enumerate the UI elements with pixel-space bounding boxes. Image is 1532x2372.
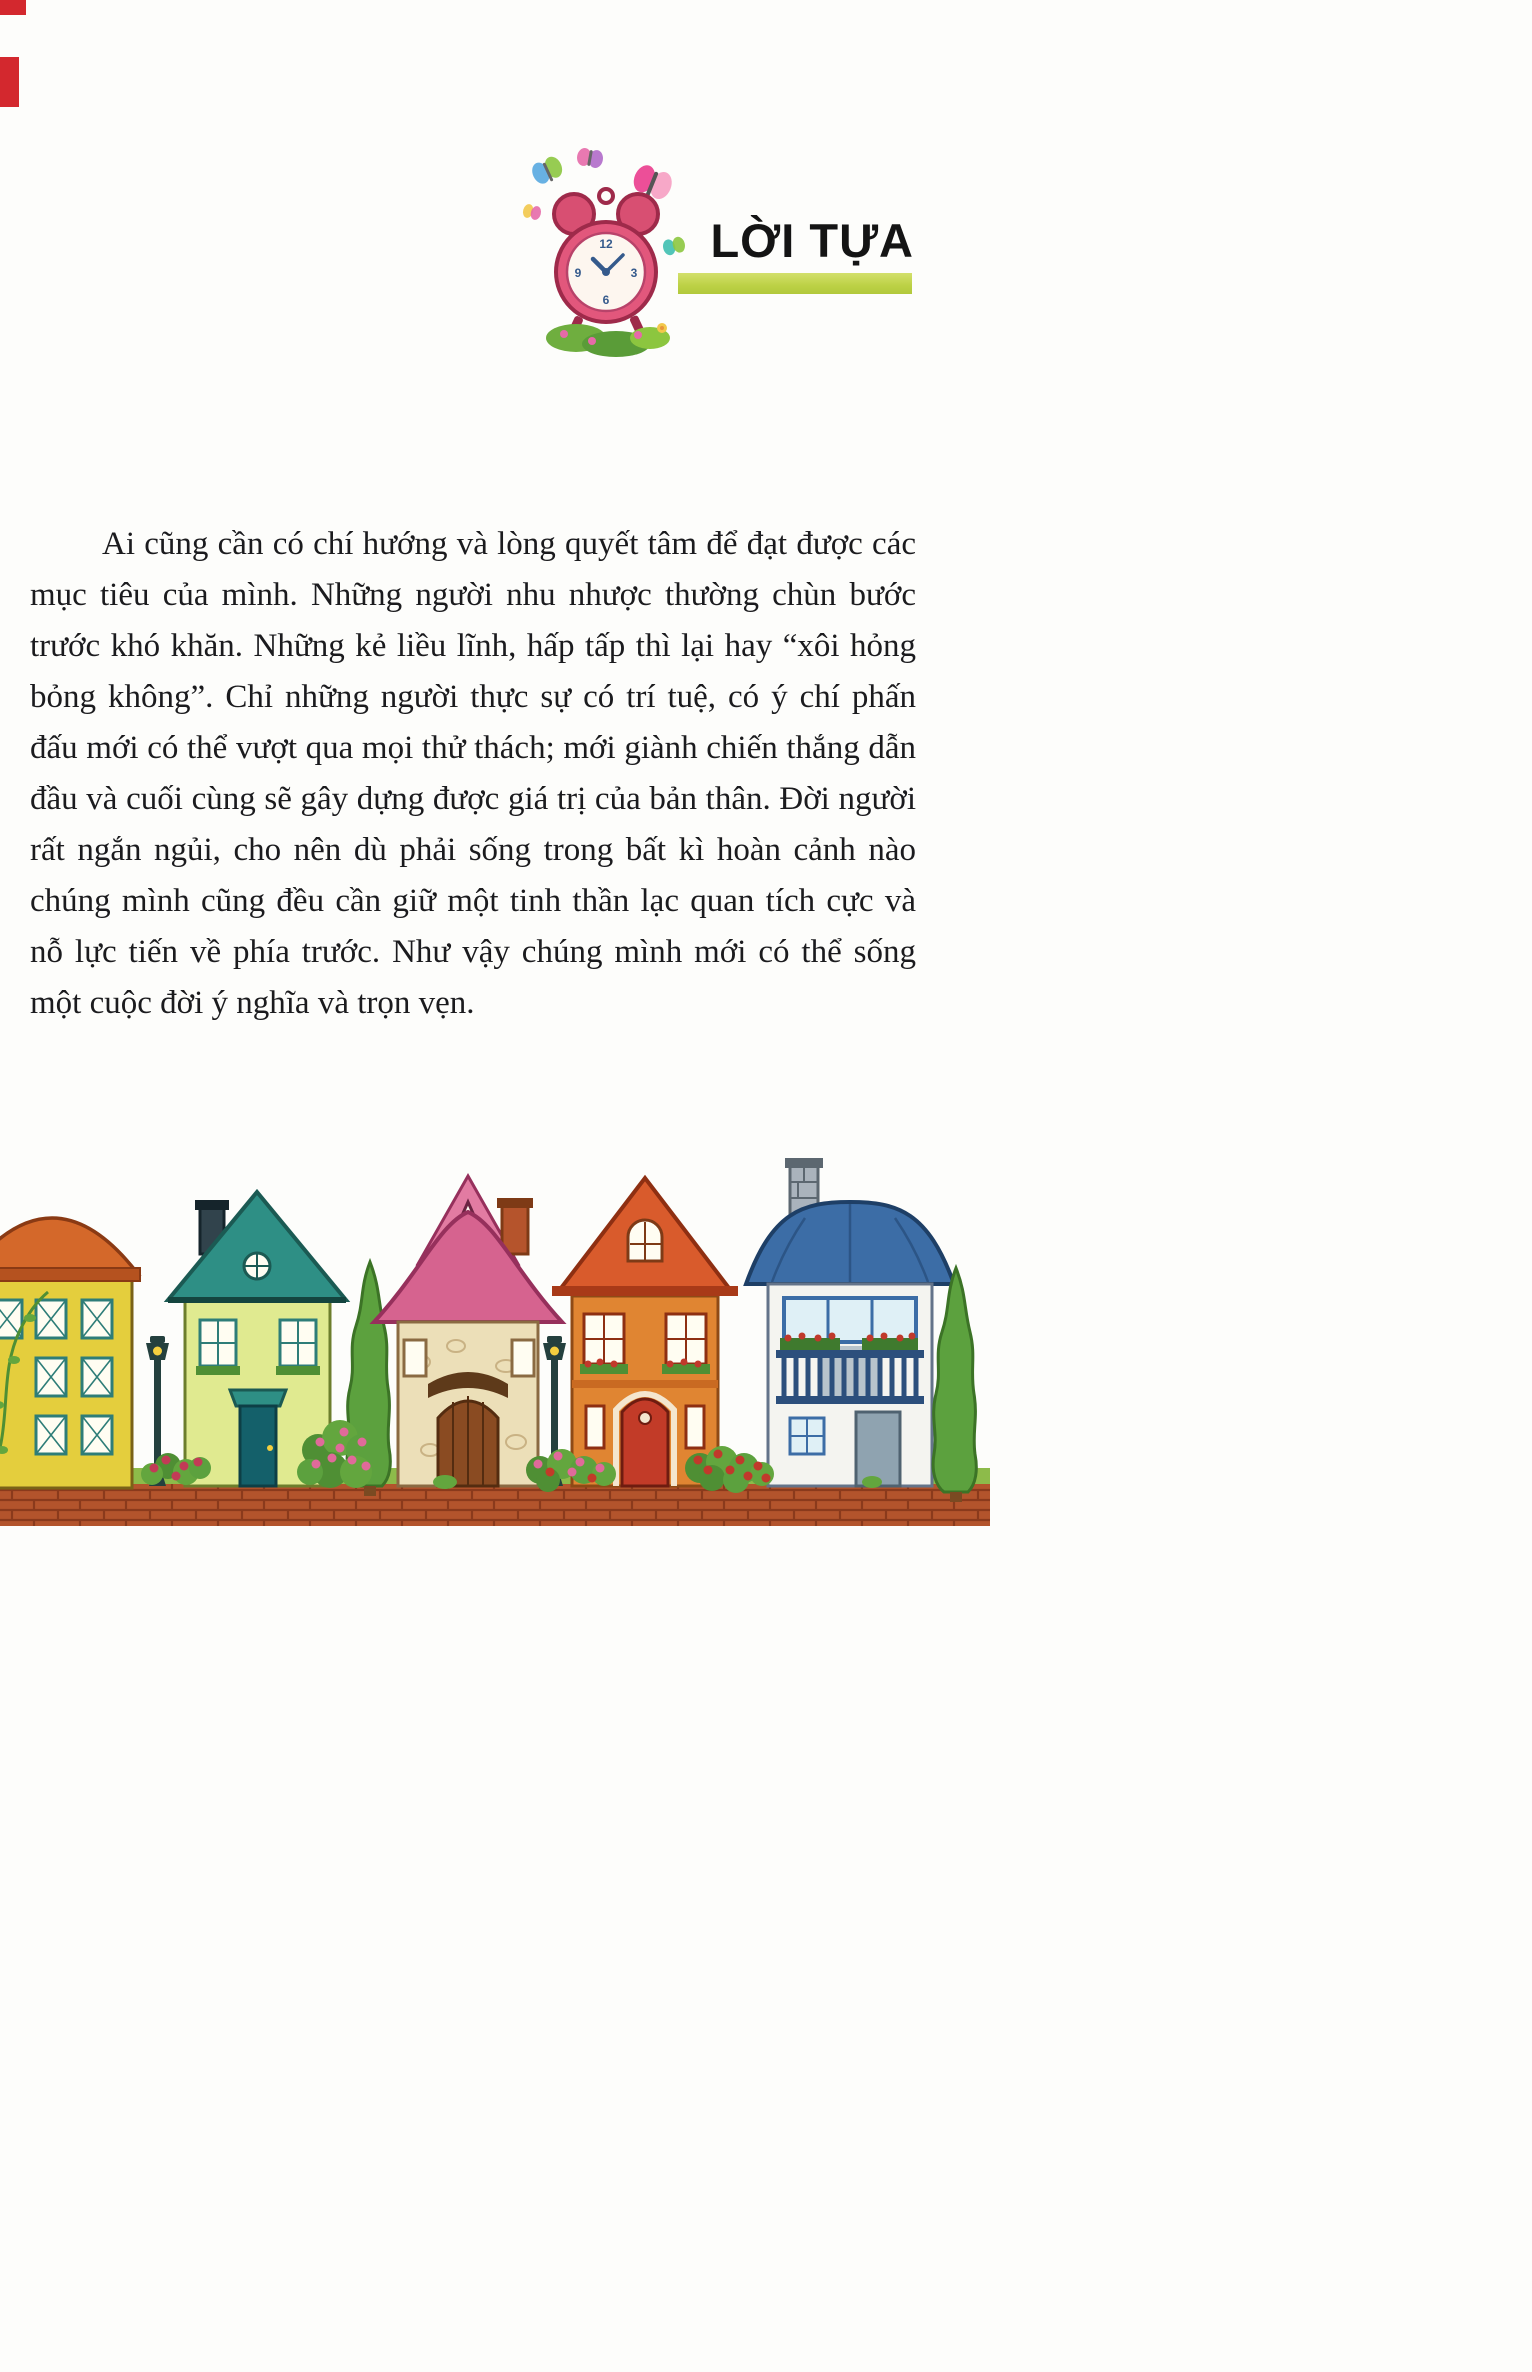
svg-text:9: 9 <box>574 266 582 280</box>
house-blue <box>746 1158 954 1486</box>
scan-artifact-red-mark <box>0 57 19 107</box>
brick-ground <box>0 1484 990 1526</box>
house-pink-roof <box>374 1176 562 1486</box>
svg-text:3: 3 <box>630 266 638 280</box>
scan-artifact-red-mark <box>0 0 26 15</box>
page-title: LỜI TỰA <box>710 214 914 267</box>
butterfly-icon <box>521 203 542 221</box>
butterfly-icon <box>576 147 605 169</box>
alarm-clock-illustration <box>520 146 692 358</box>
house-yellow-dome <box>0 1218 140 1488</box>
svg-text:12: 12 <box>599 237 613 251</box>
preface-paragraph: Ai cũng cần có chí hướng và lòng quyết tâm để đạt được các mục tiêu của mình. Những người nhu nhược thường chùn bước trước khó khăn. Những kẻ liều lĩnh, hấp tấp thì lại hay “xôi hỏng bỏng không”. Chỉ những người thực sự có trí tuệ, có ý chí phấn đấu mới có thể vượt qua mọi thử thách; mới giành chiến thắng dẫn đầu và cuối cùng sẽ gây dựng được giá trị của bản thân. Đời người rất ngắn ngủi, cho nên dù phải sống trong bất kì hoàn cảnh nào chúng mình cũng đều cần giữ một tinh thần lạc quan tích cực và nỗ lực tiến về phía trước. Như vậy chúng mình mới có thể sống một cuộc đời ý nghĩa và trọn vẹn. <box>30 526 916 1021</box>
grass-tuft <box>433 1475 457 1489</box>
svg-text:6: 6 <box>602 293 610 307</box>
houses-illustration <box>0 1150 990 1530</box>
title-underline <box>678 273 912 294</box>
butterfly-icon <box>529 154 566 188</box>
grass-tuft <box>862 1476 882 1488</box>
grass-flowers-icon <box>546 323 670 357</box>
cypress-tree <box>933 1268 976 1502</box>
house-orange <box>552 1178 738 1486</box>
alarm-clock-icon <box>554 189 658 334</box>
